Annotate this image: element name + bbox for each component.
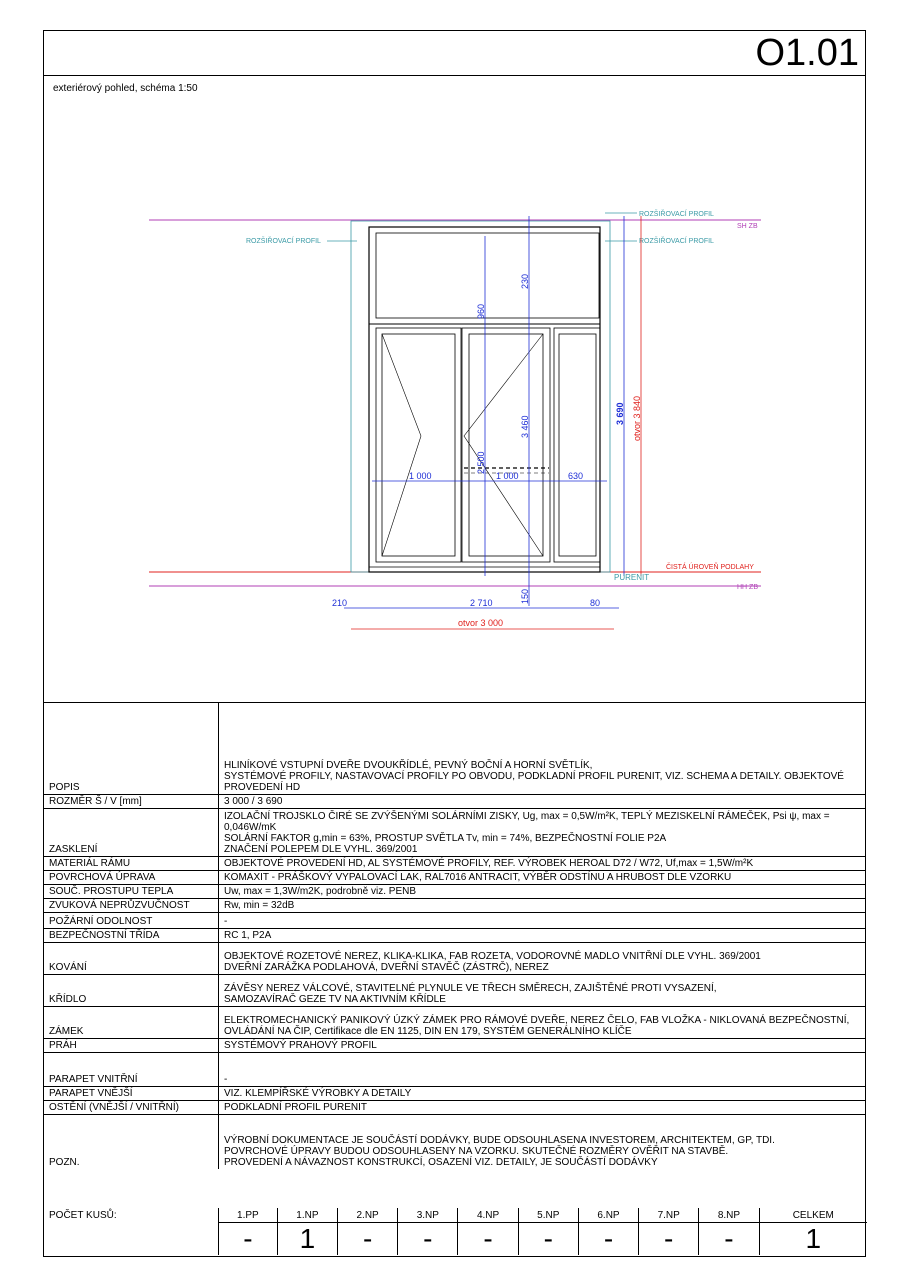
spec-row [44,871,865,885]
elevation-drawing [44,76,865,701]
spec-value: OBJEKTOVÉ ROZETOVÉ NEREZ, KLIKA-KLIKA, FAB ROZETA, VODOROVNÉ MADLO VNITŘNÍ DLE VYHL. 369/2001 DVEŘNÍ ZARÁŽKA PODLAHOVÁ, DVEŘNÍ STAVĚČ (ZÁSTRČ), NEREZ [219,943,866,975]
spec-label: ZASKLENÍ [44,809,219,857]
spec-label: POPIS [44,703,219,795]
floor-header: 5.NP [518,1208,578,1223]
spec-value: Rw, min = 32dB [219,899,866,913]
spec-value: RC 1, P2A [219,929,866,943]
spec-value: - [219,913,866,929]
floor-level-label: ČISTÁ ÚROVEŇ PODLAHY [666,564,754,571]
spec-label: BEZPEČNOSTNÍ TŘÍDA [44,929,219,943]
dim-960: 960 [476,303,486,319]
dim-w630: 630 [568,471,584,481]
spec-row [44,1053,865,1087]
spec-row [44,1087,865,1101]
floor-header: 7.NP [639,1208,699,1223]
spec-table [44,702,865,1169]
spec-row [44,943,865,975]
counts-row [219,1223,868,1256]
floor-count: - [518,1223,578,1256]
floor-count: - [458,1223,518,1256]
floor-header: 6.NP [578,1208,638,1223]
drawing-sheet [43,30,866,1257]
view-label: exteriérový pohled, schéma 1:50 [53,83,198,94]
left-sash [376,328,461,562]
dim-otvor-3000: otvor 3 000 [458,618,504,628]
dim-150: 150 [520,588,530,604]
floor-count: - [639,1223,699,1256]
count-table [218,1208,867,1255]
dim-3690: 3 690 [615,402,625,425]
spec-row [44,1007,865,1039]
spec-value: SYSTÉMOVÝ PRAHOVÝ PROFIL [219,1039,866,1053]
floor-count: 1 [759,1223,867,1256]
outer-frame [369,227,600,572]
right-sash-opening-mark [464,334,543,556]
spec-label: OSTĚNÍ (VNĚJŠÍ / VNITŘNÍ) [44,1101,219,1115]
spec-row [44,975,865,1007]
spec-row [44,857,865,871]
spec-row [44,703,865,795]
floor-count: 1 [277,1223,337,1256]
spec-row [44,929,865,943]
floor-header: 4.NP [458,1208,518,1223]
side-light [554,328,600,562]
expansion-profile-label-left: ROZŠIŘOVACÍ PROFIL [246,238,321,245]
spec-label: MATERIÁL RÁMU [44,857,219,871]
floor-header: 2.NP [338,1208,398,1223]
dim-2500: 2 500 [476,451,486,474]
sheet-code: O1.01 [755,32,859,74]
spec-label: KOVÁNÍ [44,943,219,975]
spec-label: PARAPET VNITŘNÍ [44,1053,219,1087]
sh-zb-label: SH ZB [737,223,758,230]
title-block [44,31,865,76]
spec-value: HLINÍKOVÉ VSTUPNÍ DVEŘE DVOUKŘÍDLÉ, PEVNÝ BOČNÍ A HORNÍ SVĚTLÍK, SYSTÉMOVÉ PROFILY, NASTAVOVACÍ PROFILY PO OBVODU, PODKLADNÍ PROFIL PURENIT, VIZ. SCHEMA A DETAILY. OBJEKTOVÉ PROVEDENÍ HD [219,703,866,795]
spec-value: Uw, max = 1,3W/m2K, podrobně viz. PENB [219,885,866,899]
spec-label: PRÁH [44,1039,219,1053]
spec-label: PARAPET VNĚJŠÍ [44,1087,219,1101]
spec-row [44,1039,865,1053]
count-label: POČET KUSŮ: [49,1210,117,1221]
spec-value: ELEKTROMECHANICKÝ PANIKOVÝ ÚZKÝ ZÁMEK PRO RÁMOVÉ DVEŘE, NEREZ ČELO, FAB VLOŽKA - NIKLOVANÁ BEZPEČNOSTNÍ, OVLÁDÁNÍ NA ČIP, Certifikace dle EN 1125, DIN EN 179, SYSTÉM GENERÁLNÍHO KLÍČE [219,1007,866,1039]
floors-row [219,1208,868,1223]
spec-row [44,885,865,899]
spec-value: ZÁVĚSY NEREZ VÁLCOVÉ, STAVITELNÉ PLYNULE VE TŘECH SMĚRECH, ZAJIŠTĚNÉ PROTI VYSAZENÍ, SAMOZAVÍRAČ GEZE TV NA AKTIVNÍM KŘÍDLE [219,975,866,1007]
spec-label: SOUČ. PROSTUPU TEPLA [44,885,219,899]
floor-count: - [578,1223,638,1256]
floor-header: 3.NP [398,1208,458,1223]
expansion-profile-label-right: ROZŠIŘOVACÍ PROFIL [639,238,714,245]
spec-label: POVRCHOVÁ ÚPRAVA [44,871,219,885]
dim-210: 210 [332,598,348,608]
floor-header: CELKEM [759,1208,867,1223]
floor-count: - [699,1223,759,1256]
dim-otvor-3840: otvor 3 840 [632,395,642,441]
spec-value: VÝROBNÍ DOKUMENTACE JE SOUČÁSTÍ DODÁVKY, BUDE ODSOUHLASENA INVESTOREM, ARCHITEKTEM, GP, TDI. POVRCHOVÉ ÚPRAVY BUDOU ODSOUHLASENY NA VZORKU. SKUTEČNÉ ROZMĚRY OVĚŘIT NA STAVBĚ. PROVEDENÍ A NÁVAZNOST KONSTRUKCÍ, OSAZENÍ VIZ. DETAILY, JE SOUČÁSTÍ DODÁVKY [219,1115,866,1169]
floor-count: - [219,1223,278,1256]
spec-value: PODKLADNÍ PROFIL PURENIT [219,1101,866,1115]
spec-row [44,899,865,913]
spec-label: POŽÁRNÍ ODOLNOST [44,913,219,929]
right-sash [462,328,550,562]
spec-label: KŘÍDLO [44,975,219,1007]
side-light-glass [559,334,596,556]
spec-value: OBJEKTOVÉ PROVEDENÍ HD, AL SYSTÉMOVÉ PROFILY, REF. VÝROBEK HEROAL D72 / W72, Uf,max = 1,5W/m²K [219,857,866,871]
dim-2710: 2 710 [470,598,493,608]
dim-3460: 3 460 [520,415,530,438]
floor-header: 1.NP [277,1208,337,1223]
floor-count: - [398,1223,458,1256]
spec-label: ZÁMEK [44,1007,219,1039]
purenit-label: PURENIT [614,573,650,582]
top-light-glass [376,233,599,318]
dim-w1000a: 1 000 [409,471,432,481]
floor-header: 8.NP [699,1208,759,1223]
spec-value: 3 000 / 3 690 [219,795,866,809]
spec-row [44,1101,865,1115]
spec-label: ZVUKOVÁ NEPRŮZVUČNOST [44,899,219,913]
spec-value: KOMAXIT - PRÁŠKOVÝ VYPALOVACÍ LAK, RAL7016 ANTRACIT, VÝBĚR ODSTÍNU A HRUBOST DLE VZORKU [219,871,866,885]
left-sash-opening-mark [382,334,421,556]
expansion-profile-label-top: ROZŠIŘOVACÍ PROFIL [639,211,714,218]
right-sash-glass [469,334,543,556]
spec-value: VIZ. KLEMPÍŘSKÉ VÝROBKY A DETAILY [219,1087,866,1101]
floor-header: 1.PP [219,1208,278,1223]
dim-w1000b: 1 000 [496,471,519,481]
spec-value: IZOLAČNÍ TROJSKLO ČIRÉ SE ZVÝŠENÝMI SOLÁRNÍMI ZISKY, Ug, max = 0,5W/m²K, TEPLÝ MEZISKELNÍ RÁMEČEK, Psi ψ, max = 0,046W/mK SOLÁRNÍ FAKTOR g,min = 63%, PROSTUP SVĚTLA Tv, min = 74%, BEZPEČNOSTNÍ FOLIE P2A ZNAČENÍ POLEPEM DLE VYHL. 369/2001 [219,809,866,857]
spec-row [44,795,865,809]
dim-80: 80 [590,598,601,608]
spec-label: ROZMĚR Š / V [mm] [44,795,219,809]
hh-zb-label: HH ZB [737,584,758,591]
expansion-profile-outline [351,221,610,572]
spec-row [44,1115,865,1169]
spec-label: POZN. [44,1115,219,1169]
spec-row [44,809,865,857]
floor-count: - [338,1223,398,1256]
spec-value: - [219,1053,866,1087]
dim-230: 230 [520,273,530,289]
spec-row [44,913,865,929]
